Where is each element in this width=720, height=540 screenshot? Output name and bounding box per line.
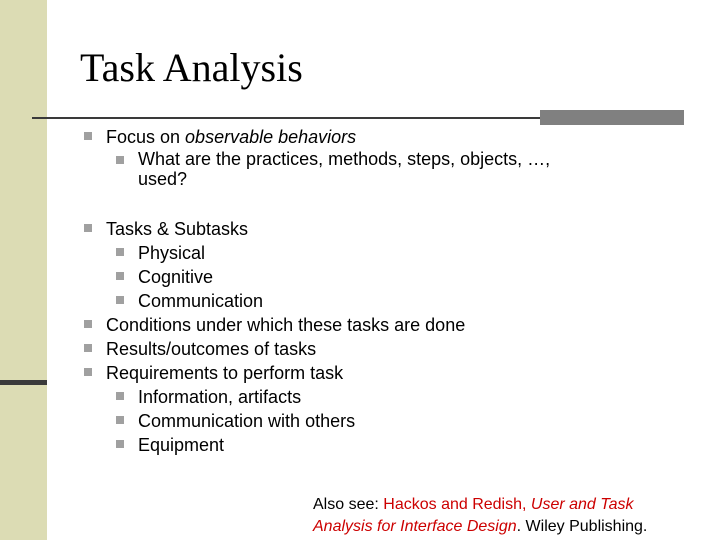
sub-bullet-cognitive: Cognitive <box>138 267 214 287</box>
sub-bullet-square-icon <box>116 296 124 304</box>
bullet-text: Focus on <box>106 127 186 147</box>
sub-bullet-information: Information, artifacts <box>138 387 302 407</box>
reference-note <box>313 494 647 538</box>
bullet-square-icon <box>84 368 92 376</box>
sub-bullet-communication-others: Communication with others <box>138 411 356 431</box>
bullet-emphasis: observable behaviors <box>185 127 357 147</box>
reference-book-title: User and Task <box>530 496 634 513</box>
sub-bullet-communication: Communication <box>138 291 264 311</box>
sub-bullet-text-continued: used? <box>138 169 188 189</box>
bullet-square-icon <box>84 224 92 232</box>
reference-authors: Hackos and Redish, <box>383 496 531 513</box>
bullet-tasks: Tasks & Subtasks <box>106 219 249 239</box>
slide-title: Task Analysis <box>80 45 303 90</box>
sub-bullet-square-icon <box>116 392 124 400</box>
sub-bullet-physical: Physical <box>138 243 206 263</box>
reference-book-title-continued: Analysis for Interface Design <box>313 518 517 535</box>
bullet-square-icon <box>84 132 92 140</box>
sub-bullet-square-icon <box>116 248 124 256</box>
bullet-requirements: Requirements to perform task <box>106 363 344 383</box>
sub-bullet-square-icon <box>116 440 124 448</box>
sub-bullet-square-icon <box>116 156 124 164</box>
reference-prefix: Also see: <box>313 496 384 513</box>
bullet-results: Results/outcomes of tasks <box>106 339 317 359</box>
sub-bullet-text: What are the practices, methods, steps, objects, …, <box>138 149 551 169</box>
bullet-conditions: Conditions under which these tasks are done <box>106 315 466 335</box>
sub-bullet-square-icon <box>116 272 124 280</box>
bullet-square-icon <box>84 320 92 328</box>
bullet-focus <box>106 125 356 149</box>
reference-publisher: . Wiley Publishing. <box>516 518 648 535</box>
sub-bullet-practices <box>138 149 550 189</box>
sub-bullet-equipment: Equipment <box>138 435 225 455</box>
sub-bullet-square-icon <box>116 416 124 424</box>
bullet-square-icon <box>84 344 92 352</box>
